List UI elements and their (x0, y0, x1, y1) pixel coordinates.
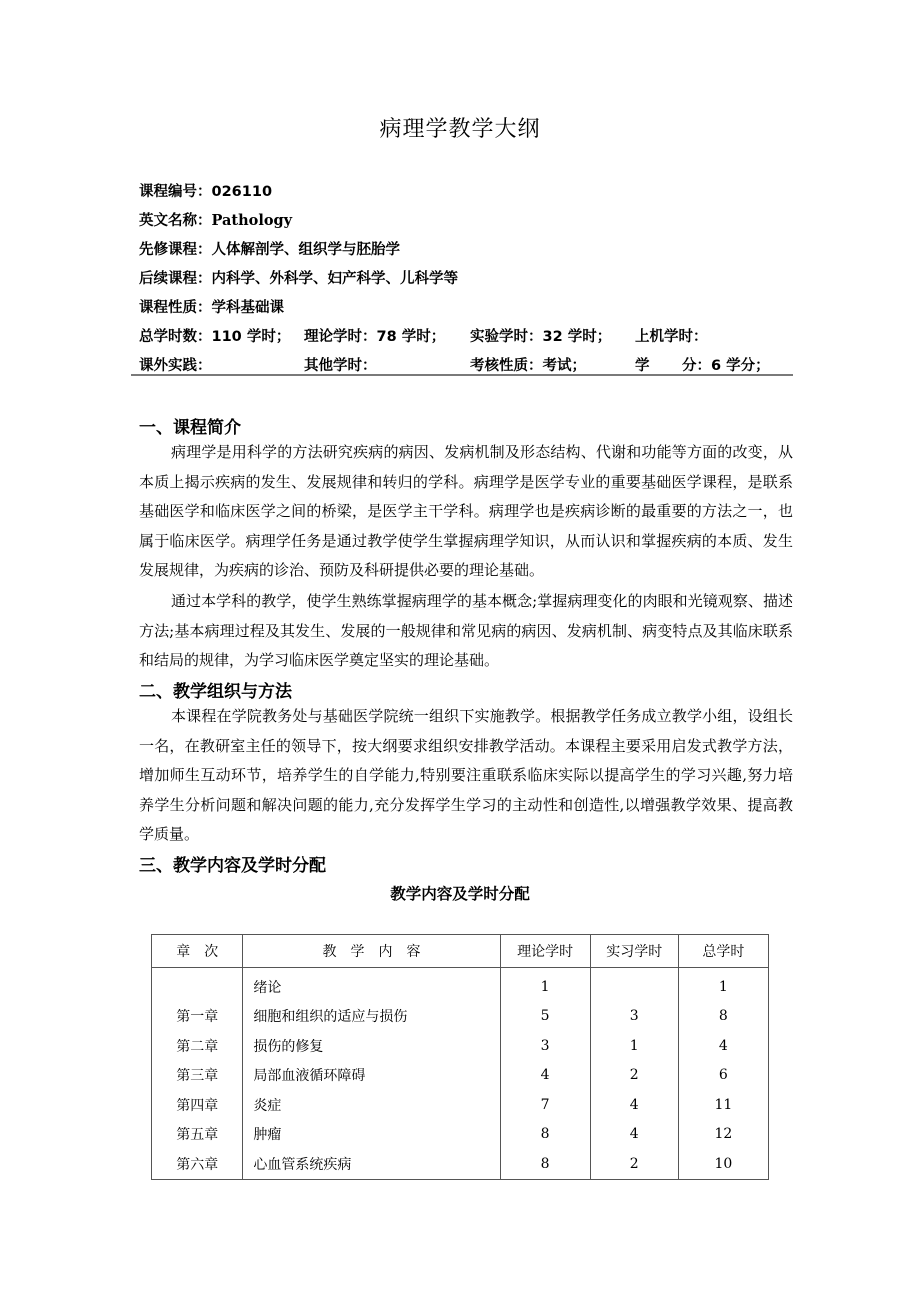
chapter-cell (152, 968, 243, 1002)
course-nature-label: 课程性质： (139, 300, 212, 316)
total-hours-cell: 11 (678, 1090, 768, 1120)
course-nature (139, 296, 284, 317)
total-hours-cell: 4 (678, 1031, 768, 1061)
chapter-cell: 第五章 (152, 1120, 243, 1150)
credits: 分：6 学分； (682, 358, 770, 374)
course-nature-value: 学科基础课 (211, 300, 284, 316)
header-practice-hours: 实习学时 (590, 935, 678, 968)
table-header-row (152, 935, 769, 968)
practice-hours-cell (590, 968, 678, 1002)
theory-hours-cell: 5 (500, 1002, 590, 1032)
chapter-cell: 第一章 (152, 1002, 243, 1032)
content-cell: 心血管系统疾病 (243, 1149, 500, 1179)
header-total-hours: 总学时 (678, 935, 768, 968)
section-heading-2: 二、教学组织与方法 (139, 682, 292, 702)
table-row (152, 1002, 769, 1032)
total-hours-cell: 12 (678, 1120, 768, 1150)
practice-hours-cell: 1 (590, 1031, 678, 1061)
prerequisites-value: 人体解剖学、组织学与胚胎学 (211, 242, 400, 258)
section-heading-1: 一、课程简介 (139, 418, 241, 438)
table-row (152, 1031, 769, 1061)
content-cell: 细胞和组织的适应与损伤 (243, 1002, 500, 1032)
chapter-cell: 第六章 (152, 1149, 243, 1179)
exam-type: 考核性质：考试； (470, 358, 586, 374)
english-name (139, 209, 292, 230)
course-code (139, 180, 272, 201)
theory-hours-cell: 1 (500, 968, 590, 1002)
header-chapter: 章 次 (152, 935, 243, 968)
practice-hours-cell: 4 (590, 1090, 678, 1120)
hours-table (151, 934, 769, 1180)
lab-hours: 实验学时：32 学时； (470, 329, 612, 345)
practice-hours-cell: 2 (590, 1061, 678, 1091)
table-row (152, 1061, 769, 1091)
practice-hours-cell: 2 (590, 1149, 678, 1179)
credit-label-a: 学 (635, 358, 650, 374)
theory-hours-cell: 8 (500, 1120, 590, 1150)
header-divider (131, 374, 793, 376)
other-hours: 其他学时： (304, 358, 377, 374)
total-hours-cell: 8 (678, 1002, 768, 1032)
chapter-cell: 第二章 (152, 1031, 243, 1061)
content-cell: 损伤的修复 (243, 1031, 500, 1061)
header-content: 教 学 内 容 (243, 935, 500, 968)
follow-up-value: 内科学、外科学、妇产科学、儿科学等 (211, 271, 458, 287)
chapter-cell: 第三章 (152, 1061, 243, 1091)
theory-hours-cell: 3 (500, 1031, 590, 1061)
computer-hours: 上机学时： (635, 329, 708, 345)
theory-hours-cell: 7 (500, 1090, 590, 1120)
section-1-paragraph-2: 通过本学科的教学，使学生熟练掌握病理学的基本概念;掌握病理变化的肉眼和光镜观察、描述方法;基本病理过程及其发生、发展的一般规律和常见病的病因、发病机制、病变特点及其临床联系和结局的规律，为学习临床医学奠定坚实的理论基础。 (139, 592, 793, 669)
extracurricular-practice: 课外实践： (139, 358, 212, 374)
follow-up-courses (139, 267, 458, 288)
practice-hours-cell: 4 (590, 1120, 678, 1150)
english-name-value: Pathology (211, 212, 293, 229)
document-title: 病理学教学大纲 (379, 117, 541, 142)
practice-hours-cell: 3 (590, 1002, 678, 1032)
content-cell: 炎症 (243, 1090, 500, 1120)
total-hours-cell: 1 (678, 968, 768, 1002)
content-cell: 局部血液循环障碍 (243, 1061, 500, 1091)
chapter-cell: 第四章 (152, 1090, 243, 1120)
english-name-label: 英文名称： (139, 213, 212, 229)
content-cell: 绪论 (243, 968, 500, 1002)
section-1-paragraph-1: 病理学是用科学的方法研究疾病的病因、发病机制及形态结构、代谢和功能等方面的改变，从本质上揭示疾病的发生、发展规律和转归的学科。病理学是医学专业的重要基础医学课程，是联系基础医学和临床医学之间的桥梁，是医学主干学科。病理学也是疾病诊断的最重要的方法之一，也属于临床医学。病理学任务是通过教学使学生掌握病理学知识，从而认识和掌握疾病的本质、发生发展规律，为疾病的诊治、预防及科研提供必要的理论基础。 (139, 443, 793, 579)
content-cell: 肿瘤 (243, 1120, 500, 1150)
course-code-label: 课程编号： (139, 184, 212, 200)
table-caption: 教学内容及学时分配 (390, 885, 530, 903)
header-theory-hours: 理论学时 (500, 935, 590, 968)
total-hours-cell: 10 (678, 1149, 768, 1179)
theory-hours-cell: 4 (500, 1061, 590, 1091)
section-2-paragraph-1: 本课程在学院教务处与基础医学院统一组织下实施教学。根据教学任务成立教学小组，设组长一名，在教研室主任的领导下，按大纲要求组织安排教学活动。本课程主要采用启发式教学方法，增加师生互动环节，培养学生的自学能力,特别要注重联系临床实际以提高学生的学习兴趣,努力培养学生分析问题和解决问题的能力,充分发挥学生学习的主动性和创造性,以增强教学效果、提高教学质量。 (139, 707, 793, 843)
table-row (152, 1090, 769, 1120)
section-heading-3: 三、教学内容及学时分配 (139, 856, 326, 876)
total-hours: 总学时数：110 学时； (139, 329, 291, 345)
prerequisites-label: 先修课程： (139, 242, 212, 258)
theory-hours: 理论学时：78 学时； (304, 329, 446, 345)
table-row (152, 1149, 769, 1179)
table-row (152, 1120, 769, 1150)
table-row (152, 968, 769, 1002)
course-code-value: 026110 (211, 184, 273, 200)
prerequisites (139, 238, 400, 259)
follow-up-label: 后续课程： (139, 271, 212, 287)
total-hours-cell: 6 (678, 1061, 768, 1091)
theory-hours-cell: 8 (500, 1149, 590, 1179)
